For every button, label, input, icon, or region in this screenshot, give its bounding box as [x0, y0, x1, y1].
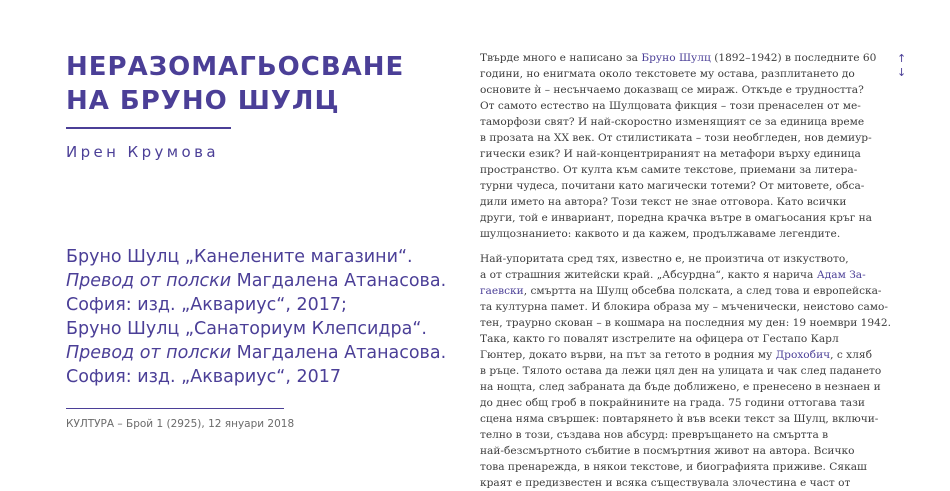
- text-segment: От самото естество на Шулцовата фикция – този пренаселен от ме-: [480, 100, 861, 112]
- paragraph: [480, 251, 890, 491]
- text-segment: до днес общ гроб в покрайнините на града. 75 години оттогава тази: [480, 397, 865, 409]
- text-segment: а от страшния житейски край. „Абсурдна“, както я нарича: [480, 269, 817, 281]
- title-line: НА БРУНО ШУЛЦ: [66, 86, 340, 116]
- biblio-line: [66, 269, 456, 293]
- biblio-line: [66, 365, 456, 389]
- text-segment: тен, траурно скован – в кошмара на последния му ден: 19 ноември 1942.: [480, 317, 891, 329]
- biblio-translation-note: Превод от полски: [66, 343, 232, 363]
- biblio-translation-note: Превод от полски: [66, 271, 232, 291]
- text-segment: гически език? И най-концентрираният на метафори върху единица: [480, 148, 861, 160]
- text-line: [480, 299, 890, 315]
- text-line: [480, 82, 890, 98]
- name-link[interactable]: Дрохобич: [775, 349, 831, 361]
- text-segment: в ръце. Тялото остава да лежи цял ден на улицата и чак след падането: [480, 365, 882, 377]
- text-line: [480, 114, 890, 130]
- paragraph: [480, 50, 890, 242]
- text-line: [480, 443, 890, 459]
- footer-divider: [66, 408, 284, 409]
- author-name: Ирен Крумова: [66, 143, 219, 161]
- text-line: [480, 178, 890, 194]
- scroll-up-icon[interactable]: ↑: [897, 52, 907, 65]
- name-link[interactable]: Бруно Шулц: [641, 52, 711, 64]
- text-line: [480, 194, 890, 210]
- text-line: [480, 162, 890, 178]
- issue-info: КУЛТУРА – Брой 1 (2925), 12 януари 2018: [66, 418, 295, 430]
- title-divider: [66, 127, 231, 129]
- name-link[interactable]: Адам За-: [816, 269, 866, 281]
- text-segment: та културна памет. И блокира образа му – мъченически, неистово само-: [480, 301, 889, 313]
- biblio-text: София: изд. „Аквариус“, 2017: [66, 367, 341, 387]
- biblio-text: Магдалена Атанасова.: [231, 271, 447, 291]
- text-segment: сцена няма свършек: повтарянето ѝ във всеки текст за Шулц, включи-: [480, 413, 879, 425]
- text-line: [480, 347, 890, 363]
- text-segment: шулцознанието: каквото и да кажем, продължаваме легендите.: [480, 228, 841, 240]
- name-link[interactable]: гаевски: [480, 285, 524, 297]
- text-line: [480, 395, 890, 411]
- text-segment: Най-упоритата сред тях, известно е, не произтича от изкуството,: [480, 253, 849, 265]
- biblio-text: Бруно Шулц „Санаториум Клепсидра“.: [66, 319, 427, 339]
- biblio-text: Бруно Шулц „Канелените магазини“.: [66, 247, 413, 267]
- biblio-line: [66, 293, 456, 317]
- text-line: [480, 251, 890, 267]
- text-line: [480, 427, 890, 443]
- article-title: [66, 50, 404, 118]
- text-segment: телно в този, създава нов абсурд: превръщането на смъртта в: [480, 429, 829, 441]
- text-segment: години, но енигмата около текстовете му остава, разплитането до: [480, 68, 855, 80]
- biblio-line: [66, 341, 456, 365]
- scroll-down-icon[interactable]: ↓: [897, 66, 907, 79]
- biblio-text: Магдалена Атанасова.: [231, 343, 447, 363]
- text-line: [480, 315, 890, 331]
- text-segment: дили името на автора? Този текст не знае отговора. Като всички: [480, 196, 847, 208]
- text-segment: турни чудеса, почитани като магически тотеми? От митовете, обса-: [480, 180, 865, 192]
- text-segment: на нощта, след забраната да бъде доближено, е пренесено в незнаен и: [480, 381, 881, 393]
- text-line: [480, 50, 890, 66]
- article-body: [480, 50, 890, 491]
- text-segment: други, той е инвариант, поредна крачка вътре в омагьосания кръг на: [480, 212, 872, 224]
- text-line: [480, 226, 890, 242]
- title-line: НЕРАЗОМАГЬОСВАНЕ: [66, 52, 405, 82]
- text-segment: краят е предизвестен и всяка съществувала злочестина е част от: [480, 477, 851, 489]
- text-segment: , смъртта на Шулц обсебва полската, а след това и европейска-: [523, 285, 882, 297]
- text-segment: (1892–1942) в последните 60: [710, 52, 877, 64]
- text-segment: най-безсмъртното събитие в посмъртния живот на автора. Всичко: [480, 445, 855, 457]
- text-segment: Твърде много е написано за: [480, 52, 642, 64]
- text-line: [480, 66, 890, 82]
- text-segment: основите ѝ – несънчаемо доказващ се мираж. Откъде е трудността?: [480, 84, 864, 96]
- text-line: [480, 459, 890, 475]
- text-line: [480, 411, 890, 427]
- text-line: [480, 363, 890, 379]
- text-line: [480, 130, 890, 146]
- biblio-line: [66, 317, 456, 341]
- text-segment: , с хляб: [830, 349, 872, 361]
- text-segment: това пренарежда, в някои текстове, и биографията приживе. Сякаш: [480, 461, 867, 473]
- bibliography: [66, 245, 456, 389]
- biblio-line: [66, 245, 456, 269]
- text-line: [480, 475, 890, 491]
- biblio-text: София: изд. „Аквариус“, 2017;: [66, 295, 347, 315]
- text-segment: пространство. От култа към самите текстове, приемани за литера-: [480, 164, 858, 176]
- text-segment: таморфози свят? И най-скоростно изменящият се за единица време: [480, 116, 865, 128]
- text-line: [480, 210, 890, 226]
- text-segment: Гюнтер, докато върви, на път за гетото в родния му: [480, 349, 776, 361]
- text-line: [480, 283, 890, 299]
- text-line: [480, 98, 890, 114]
- text-segment: Така, както го повалят изстрелите на офицера от Гестапо Карл: [480, 333, 839, 345]
- text-line: [480, 267, 890, 283]
- text-line: [480, 146, 890, 162]
- paragraph-gap: [480, 242, 890, 251]
- text-segment: в прозата на XX век. От стилистиката – този необгледен, нов демиур-: [480, 132, 872, 144]
- text-line: [480, 379, 890, 395]
- text-line: [480, 331, 890, 347]
